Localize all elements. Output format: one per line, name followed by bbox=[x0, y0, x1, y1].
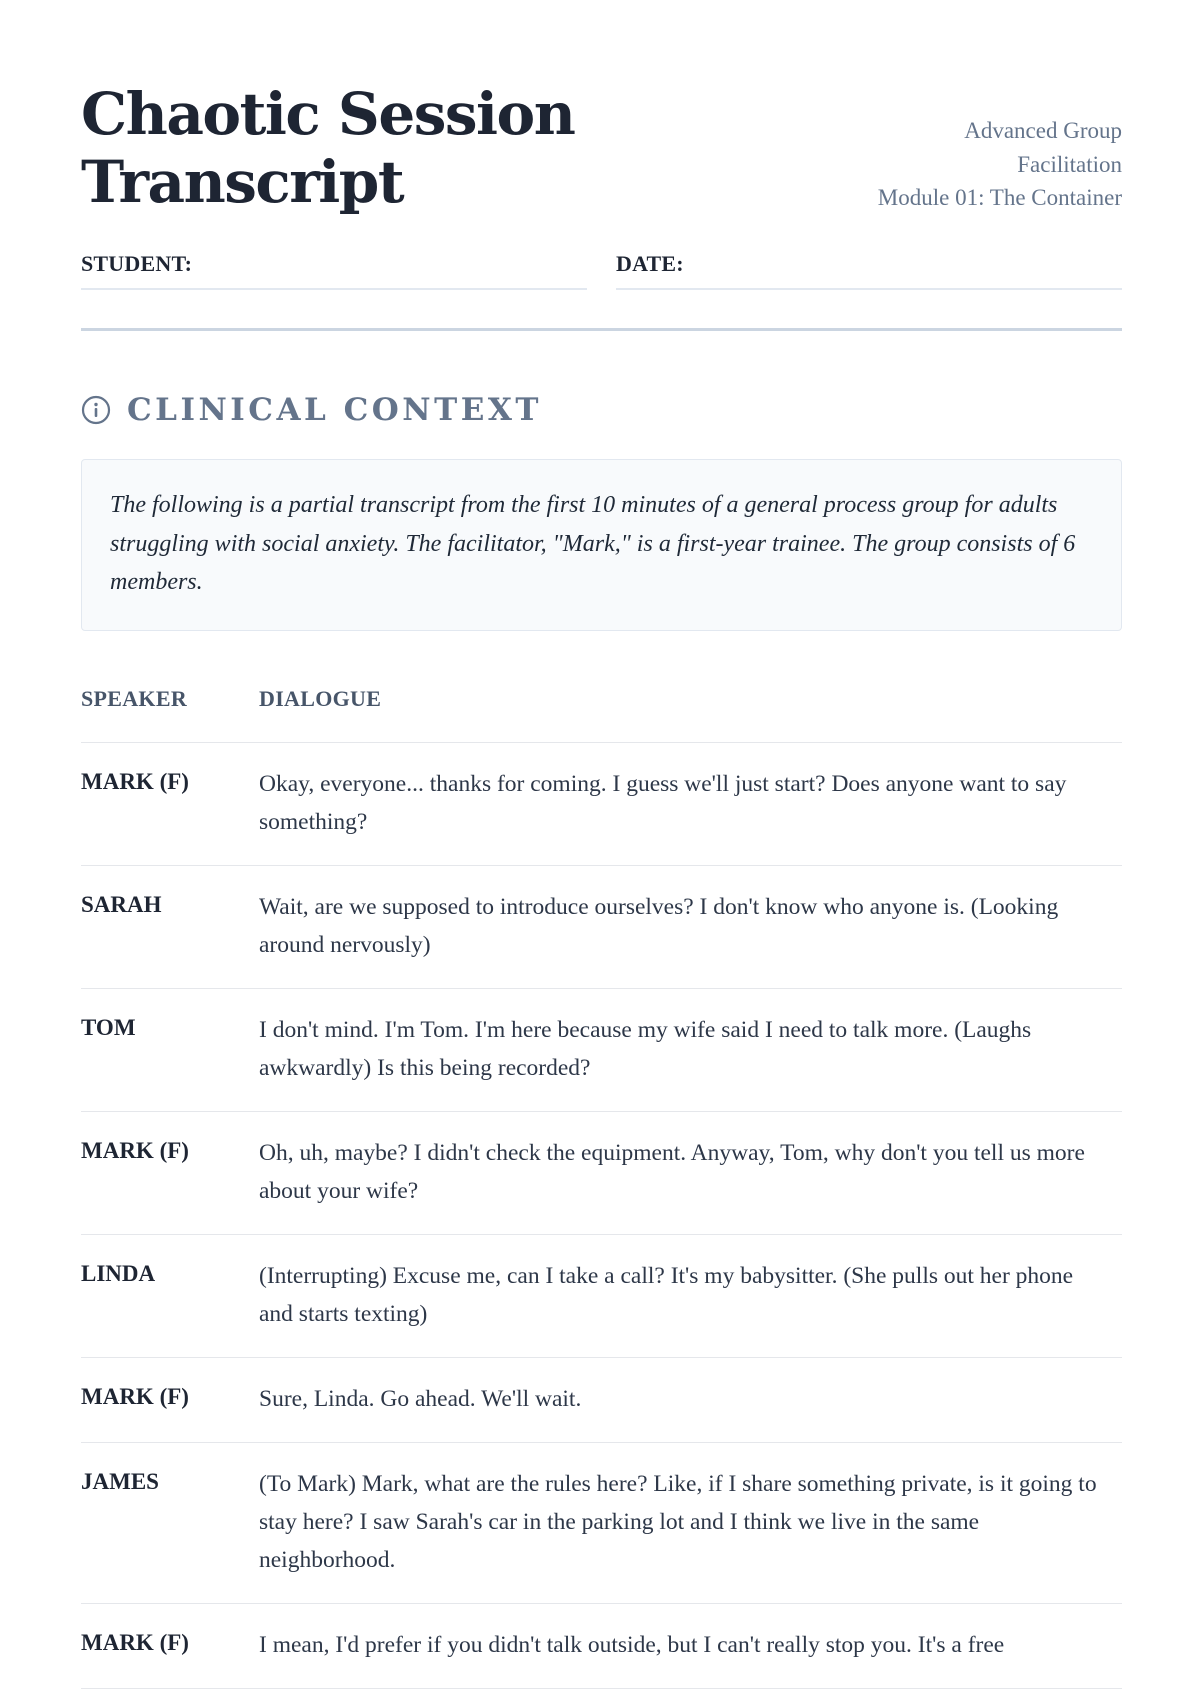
student-field[interactable] bbox=[81, 250, 587, 290]
column-header-speaker: SPEAKER bbox=[81, 686, 188, 711]
dialogue-text: Wait, are we supposed to introduce ourselves? I don't know who anyone is. (Looking around nervously) bbox=[259, 894, 1059, 958]
header-divider bbox=[81, 328, 1122, 331]
dialogue-text: (To Mark) Mark, what are the rules here? Like, if I share something private, is it going to stay here? I saw Sarah's car in the parking lot and I think we live in the same neighborhood. bbox=[259, 1471, 1097, 1573]
table-row bbox=[81, 1604, 1122, 1689]
info-icon bbox=[81, 395, 111, 425]
clinical-context-heading bbox=[81, 388, 542, 432]
speaker-name: JAMES bbox=[81, 1469, 159, 1494]
dialogue-text: Oh, uh, maybe? I didn't check the equipment. Anyway, Tom, why don't you tell us more about your wife? bbox=[259, 1140, 1085, 1204]
clinical-context-title: CLINICAL CONTEXT bbox=[127, 392, 542, 428]
table-row bbox=[81, 1358, 1122, 1443]
speaker-name: MARK (F) bbox=[81, 1138, 189, 1163]
transcript-table bbox=[81, 680, 1122, 1689]
course-name-line2: Facilitation bbox=[1017, 151, 1122, 177]
speaker-name: MARK (F) bbox=[81, 1630, 189, 1655]
column-header-dialogue: DIALOGUE bbox=[259, 686, 382, 711]
table-row bbox=[81, 743, 1122, 866]
dialogue-text: (Interrupting) Excuse me, can I take a call? It's my babysitter. (She pulls out her phone and starts texting) bbox=[259, 1263, 1074, 1327]
table-row bbox=[81, 1443, 1122, 1604]
dialogue-text: Okay, everyone... thanks for coming. I guess we'll just start? Does anyone want to say something? bbox=[259, 771, 1067, 835]
student-label: STUDENT: bbox=[81, 251, 193, 276]
course-meta bbox=[802, 114, 1122, 215]
transcript-page bbox=[81, 0, 1122, 1658]
speaker-name: MARK (F) bbox=[81, 769, 189, 794]
page-header bbox=[81, 0, 1122, 240]
page-title: Chaotic Session Transcript bbox=[81, 80, 575, 216]
date-label: DATE: bbox=[616, 251, 684, 276]
table-row bbox=[81, 866, 1122, 989]
speaker-name: SARAH bbox=[81, 892, 162, 917]
student-info-fields bbox=[81, 250, 1122, 290]
transcript-table-header bbox=[81, 680, 1122, 743]
speaker-name: LINDA bbox=[81, 1261, 156, 1286]
table-row bbox=[81, 1235, 1122, 1358]
table-row bbox=[81, 1112, 1122, 1235]
clinical-context-box: The following is a partial transcript from the first 10 minutes of a general process group for adults struggling with social anxiety. The facilitator, "Mark," is a first-year trainee. The group consists of 6 members. bbox=[81, 459, 1122, 631]
speaker-name: TOM bbox=[81, 1015, 136, 1040]
dialogue-text: I don't mind. I'm Tom. I'm here because my wife said I need to talk more. (Laughs awkwardly) Is this being recorded? bbox=[259, 1017, 1032, 1081]
module-name: Module 01: The Container bbox=[877, 185, 1122, 210]
dialogue-text: I mean, I'd prefer if you didn't talk outside, but I can't really stop you. It's a free bbox=[259, 1632, 1005, 1658]
date-field[interactable] bbox=[616, 250, 1122, 290]
course-name-line1: Advanced Group bbox=[964, 118, 1122, 143]
dialogue-text: Sure, Linda. Go ahead. We'll wait. bbox=[259, 1386, 582, 1412]
speaker-name: MARK (F) bbox=[81, 1384, 189, 1409]
table-row bbox=[81, 989, 1122, 1112]
